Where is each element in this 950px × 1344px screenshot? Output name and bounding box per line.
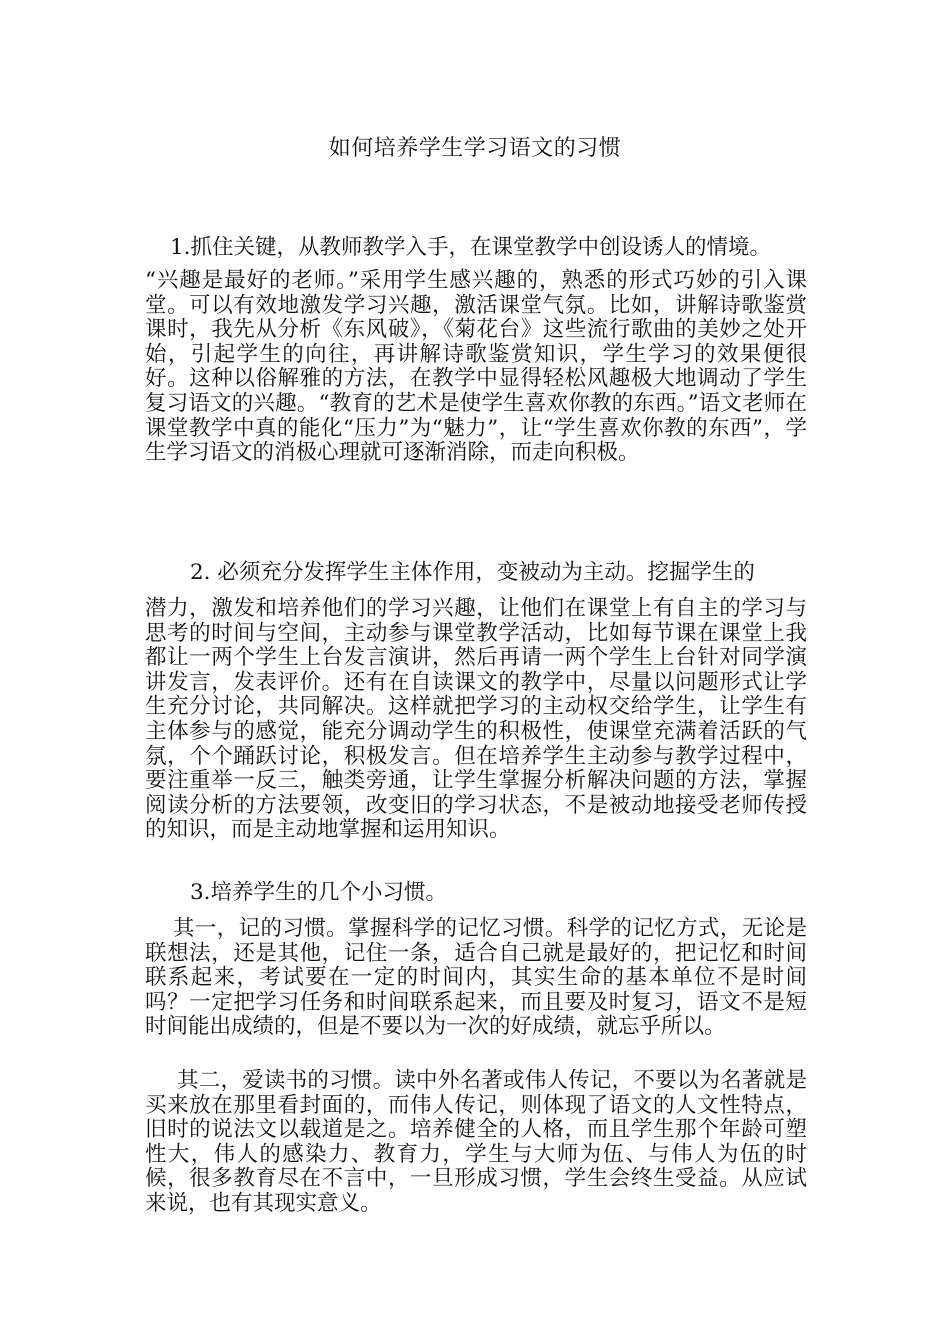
- document-title: 如何培养学生学习语文的习惯: [328, 136, 622, 161]
- section-3-heading: 3.培养学生的几个小习惯。: [190, 880, 448, 905]
- section-1-paragraph: “兴趣是最好的老师。”采用学生感兴趣的，熟悉的形式巧妙的引入课堂。可以有效地激发学习兴趣，激活课堂气氛。比如，讲解诗歌鉴赏课时，我先从分析《东风破》，《菊花台》这些流行歌曲的美妙之处开始，引起学生的向往，再讲解诗歌鉴赏知识，学生学习的效果便很好。这种以俗解雅的方法，在教学中显得轻松风趣极大地调动了学生复习语文的兴趣。“教育的艺术是使学生喜欢你教的东西。”语文老师在课堂教学中真的能化“压力”为“魅力”，让“学生喜欢你教的东西”，学生学习语文的消极心理就可逐渐消除，而走向积极。: [145, 268, 807, 466]
- section-1-heading: 1.抓住关键，从教师教学入手，在课堂教学中创设诱人的情境。: [170, 235, 772, 260]
- section-2-paragraph: 潜力，激发和培养他们的学习兴趣，让他们在课堂上有自主的学习与思考的时间与空间，主动参与课堂教学活动，比如每节课在课堂上我都让一两个学生上台发言演讲，然后再请一两个学生上台针对同学演讲发言，发表评价。还有在自读课文的教学中，尽量以问题形式让学生充分讨论，共同解决。这样就把学习的主动权交给学生，让学生有主体参与的感觉，能充分调动学生的积极性，使课堂充满着活跃的气氛，个个踊跃讨论，积极发言。但在培养学生主动参与教学过程中，要注重举一反三，触类旁通，让学生掌握分析解决问题的方法，掌握阅读分析的方法要领，改变旧的学习状态，不是被动地接受老师传授的知识，而是主动地掌握和运用知识。: [145, 596, 807, 843]
- section-2-heading: 2. 必须充分发挥学生主体作用，变被动为主动。挖掘学生的: [190, 560, 755, 585]
- habit-memory-paragraph: 其一，记的习惯。掌握科学的记忆习惯。科学的记忆方式，无论是联想法，还是其他，记住一条，适合自己就是最好的，把记忆和时间联系起来，考试要在一定的时间内，其实生命的基本单位不是时间吗？一定把学习任务和时间联系起来，而且要及时复习，语文不是短时间能出成绩的，但是不要以为一次的好成绩，就忘乎所以。: [145, 916, 807, 1040]
- habit-reading-paragraph: 其二，爱读书的习惯。读中外名著或伟人传记，不要以为名著就是买来放在那里看封面的，而伟人传记，则体现了语文的人文性特点，旧时的说法文以载道是之。培养健全的人格，而且学生那个年龄可塑性大，伟人的感染力、教育力，学生与大师为伍、与伟人为伍的时候，很多教育尽在不言中，一旦形成习惯，学生会终生受益。从应试来说，也有其现实意义。: [145, 1068, 807, 1216]
